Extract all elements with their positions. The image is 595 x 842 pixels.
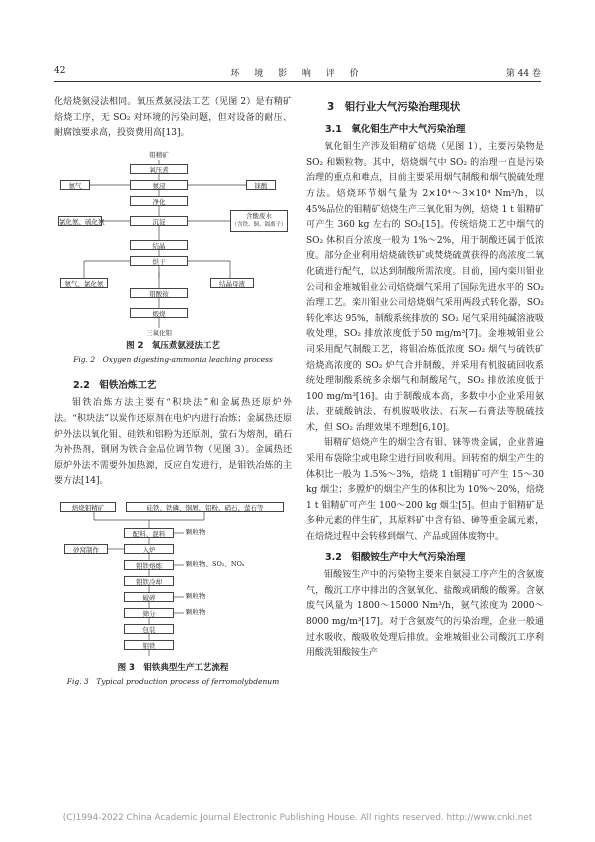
node-ammonia-ammonium-chloride: 氨气、氯化氨	[60, 278, 108, 288]
journal-title: 环 境 影 响 评 价	[230, 69, 365, 79]
node-roasted-concentrate: 焙烧钼精矿	[60, 502, 116, 512]
section-3-title: 3 钼行业大气污染治理现状	[327, 101, 461, 113]
node-ammonia-gas: 氨气	[60, 180, 90, 190]
right-column	[306, 100, 544, 662]
left-column	[54, 95, 292, 694]
section-3-1-paragraph-2: 钼精矿焙烧产生的烟尘含有钼、铼等贵金属，企业普遍采用布袋除尘或电除尘进行回收利用。回转窑的烟尘产生的体积比一般为 1.5%～3%，焙烧 1 t钼精矿可产生 15～30 kg 烟尘；多膛炉的烟尘产生的体积比为 10%～20%，焙烧 1 t 钼精矿可产生 100～200 kg 烟尘[5]。但由于钼精矿是多种元素的伴生矿，其原料矿中含有铅、砷等重金属元素，在焙烧过程中会转移到烟气、产品或固体废物中。	[306, 438, 544, 543]
node-crystallization: 结晶	[130, 240, 188, 250]
node-sand-pit: 砂窝制作	[64, 544, 108, 554]
node-molybdenum-concentrate: 钼精矿	[138, 150, 180, 160]
section-3-1-paragraph-1: 氧化钼生产涉及钼精矿焙烧（见图 1），主要污染物是 SO₂ 和颗粒物。其中，焙烧烟气中 SO₂ 的治理一直是污染治理的重点和难点，目前主要采用烟气制酸和烟气脱硫处理方法。焙烧环节烟气量为 2×10⁴～3×10⁴ Nm³/h，以 45%品位的钼精矿焙烧生产三氧化钼为例，焙烧 1 t 钼精矿可产生 360 kg 左右的 SO₂[15]。传统焙烧工艺中烟气的 SO₂ 体积百分浓度一般为 1%～2%，用于制酸还属于低浓度。部分企业利用焙烧硫铁矿或焚烧硫黄获得的高浓度二氧化硫进行配气，以达到制酸所需浓度。目前，国内栾川钼业公司和金堆城钼业公司焙烧烟气采用了国际先进水平的 SO₂ 治理工艺。栾川钼业公司焙烧烟气采用两段式转化器，SO₂ 转化率达 95%，制酸系统排放的 SO₂ 尾气采用纯碱溶液吸收处理，SO₂ 排放浓度低于50 mg/m³[7]。金堆城钼业公司采用配气制酸工艺，将钼冶炼低浓度 SO₂ 烟气与硫铁矿焙烧高浓度的 SO₂ 炉气合并制酸，并采用有机胺硫回收系统处理制酸系统多余烟气和制酸尾气，SO₂ 排放浓度低于 100 mg/m³[16]。由于制酸成本高，多数中小企业采用氨法、亚硫酸钠法、有机胺吸收法、石灰—石膏法等脱硫技术，但 SO₂ 治理效果不理想[6,10]。	[306, 142, 544, 433]
emission-dust-4: 颗粒物	[186, 607, 206, 616]
emission-dust-3: 颗粒物	[186, 591, 206, 600]
intro-paragraph: 化焙烧氨浸法相同。氧压煮氨浸法工艺（见图 2）是有精矿焙烧工序，无 SO₂ 对环境的污染问题，但对设备的耐压、耐腐蚀要求高，投资费用高[13]。	[54, 97, 292, 139]
figure-2-caption	[54, 340, 292, 366]
node-cooling: 钼铁冷却	[124, 576, 174, 586]
running-header	[54, 66, 541, 80]
figure-3-caption-zh: 图 3 钼铁典型生产工艺流程	[117, 662, 229, 673]
figure-2-caption-zh: 图 2 氧压煮氨浸法工艺	[126, 340, 220, 351]
acidic-wastewater-note: （含铁、铜、镉离子）	[231, 221, 287, 228]
node-purification: 净化	[130, 196, 188, 206]
figure-2-caption-en: Fig. 2 Oxygen digesting-ammonia leaching process	[73, 354, 273, 364]
emission-dust-1: 颗粒物	[186, 527, 206, 536]
node-acidic-wastewater	[230, 210, 288, 232]
node-molybdenum-trioxide: 三氧化钼	[138, 328, 180, 338]
section-3-2-paragraph-1: 钼酸铵生产中的污染物主要来自氨浸工序产生的含氨废气，酸沉工序中排出的含氨氧化、盐酸或硝酸的酸雾。含氨废气风量为 1800～15000 Nm³/h，氨气浓度为 2000～8000 mg/m³[17]。对于含氨废气的污染治理，企业一般通过水吸收、酸吸收处理后排放。金堆城钼业公司酸沉工序利用酸洗钼酸铵生产	[306, 570, 544, 659]
node-ammonia-leaching: 氨浸	[130, 180, 188, 190]
node-precipitation: 沉淀	[130, 216, 188, 226]
section-3-2-title: 3.2 钼酸铵生产中大气污染治理	[325, 551, 466, 563]
node-raw-materials: 硅铁、铁磷、铜屑、铝粉、硝石、萤石等	[126, 502, 284, 512]
node-ammonium-molybdate: 钼酸铵	[130, 288, 188, 298]
node-oxygen-digesting: 氧压煮	[130, 164, 188, 174]
figure-3-caption-en: Fig. 3 Typical production process of ferromolybdenum	[66, 676, 280, 686]
node-ferromolybdenum-product: 钼铁	[124, 640, 174, 650]
header-rule	[54, 81, 541, 82]
node-ammonium-chloride-sulfide: 氯化氨、硫化氨	[59, 217, 105, 226]
node-crystallization-mother-liquor: 结晶母液	[210, 278, 254, 288]
volume-number: 第 44 卷	[505, 69, 541, 79]
page-number: 42	[54, 66, 66, 76]
section-2-2-text: 钼铁冶炼方法主要有“积块法”和金属热还原炉外法。“积块法”以炭作还原剂在电炉内进行冶炼；金属热还原炉外法以氧化钼、硅铁和铝粉为还原剂，萤石为熔剂，硝石为补热剂，钢屑为铁合金品位调节物（见图 3）。金属热还原炉外法不需要外加热源，反应自发进行，是钼铁冶炼的主要方法[14]。	[54, 398, 292, 487]
node-calcination: 煅烧	[130, 308, 188, 318]
node-batching-mixing: 配料、混料	[124, 528, 174, 538]
node-packing: 包装	[124, 624, 174, 634]
figure-3-flowchart	[54, 498, 292, 694]
node-crushing: 破碎	[124, 592, 174, 602]
copyright-footer: (C)1994-2022 China Academic Journal Electronic Publishing House. All rights reserved. http://www.cnki.net	[62, 813, 533, 823]
node-furnace-feeding: 入炉	[124, 544, 174, 554]
node-screening: 筛分	[124, 608, 174, 618]
section-3-1-title: 3.1 氧化钼生产中大气污染治理	[325, 123, 466, 135]
node-drying: 烘干	[130, 256, 188, 266]
node-rhenic-acid: 铼酸	[246, 180, 276, 190]
node-ferromolybdenum-smelting: 钼铁熔炼	[124, 560, 174, 570]
figure-3-caption	[54, 662, 292, 688]
figure-2-flowchart	[54, 150, 292, 366]
section-2-2-title: 2.2 钼铁冶炼工艺	[73, 379, 157, 391]
emission-dust-so2-nox: 颗粒物、SO₂、NOₓ	[186, 559, 245, 568]
acidic-wastewater-label: 含酸废水	[246, 211, 272, 220]
